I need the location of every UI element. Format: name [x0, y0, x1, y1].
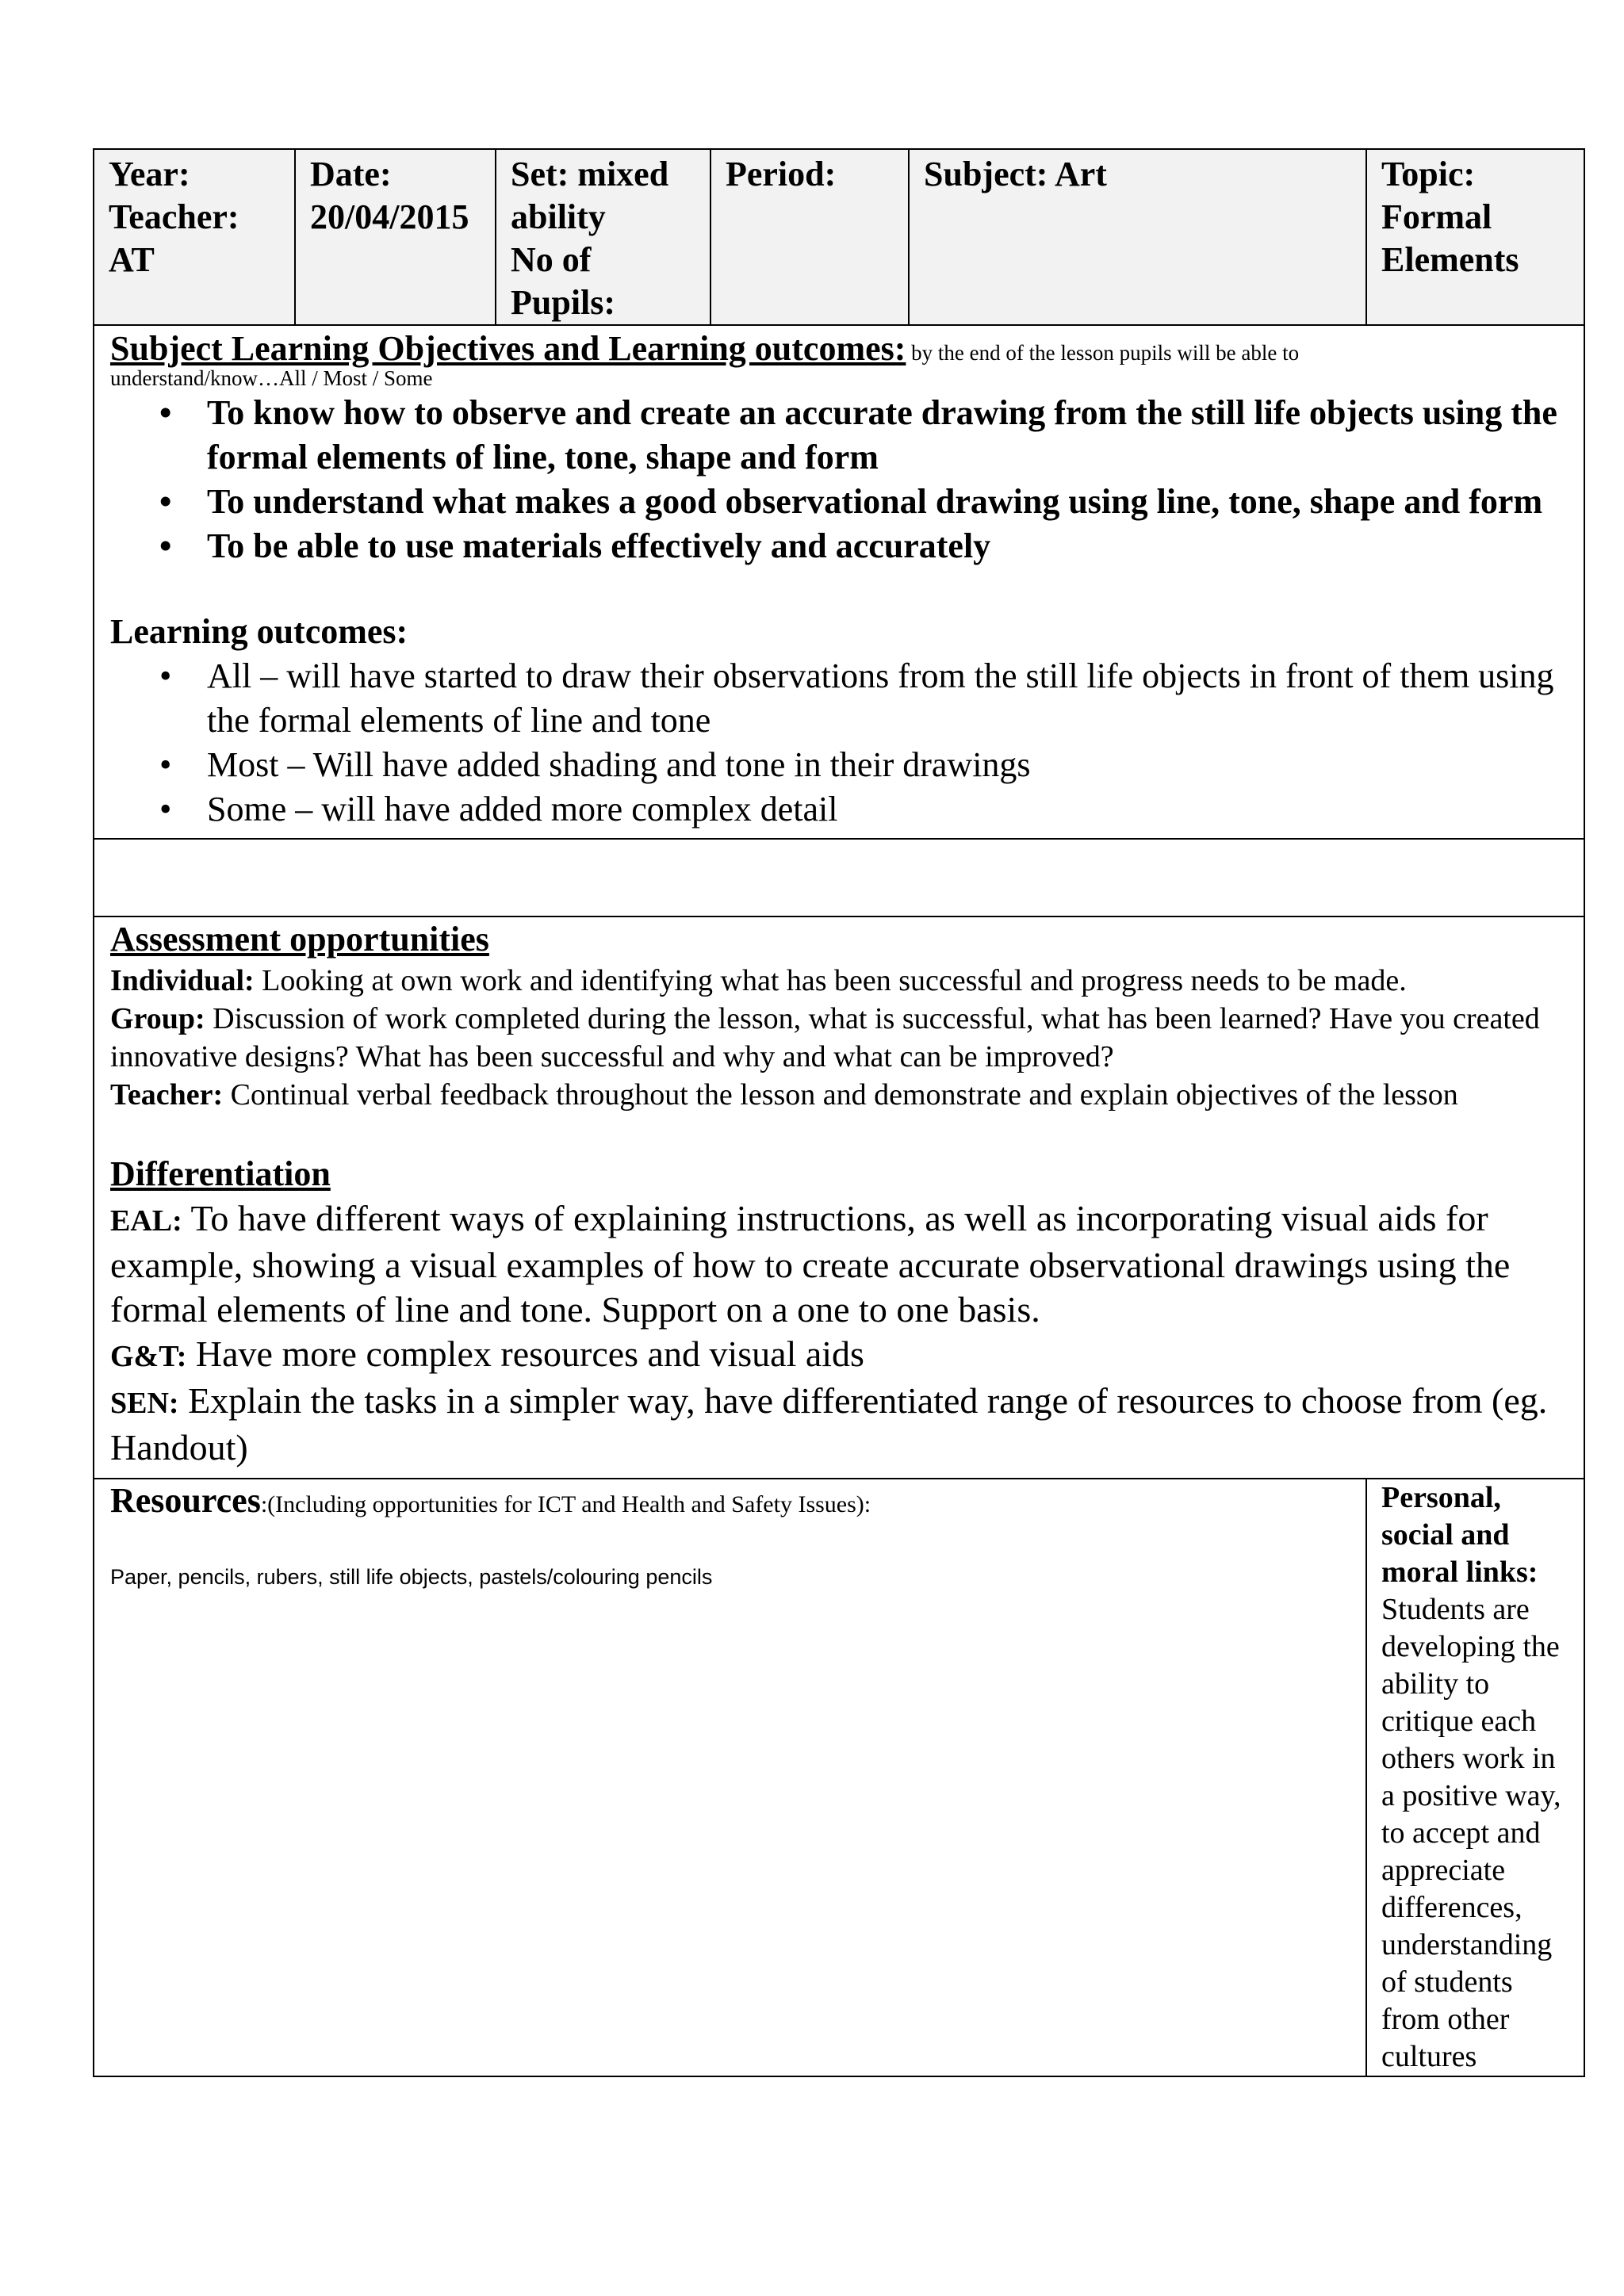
header-row	[94, 149, 1584, 325]
objective-item: • To be able to use materials effectively and accurately	[110, 524, 1568, 568]
objectives-intro-2: understand/know…All / Most / Some	[110, 366, 433, 390]
objectives-intro: by the end of the lesson pupils will be able to	[906, 341, 1300, 365]
teacher-label: Teacher:	[109, 197, 239, 236]
date-cell	[295, 149, 496, 325]
differentiation-gt: G&T: Have more complex resources and visual aids	[110, 1334, 864, 1374]
year-teacher-cell	[94, 149, 295, 325]
objective-item: • To understand what makes a good observational drawing using line, tone, shape and form	[110, 480, 1568, 524]
blank-cell	[94, 839, 1584, 916]
outcome-item: • All – will have started to draw their observations from the still life objects in front of them using the formal elements of line and tone	[110, 654, 1568, 743]
topic-line-1: Topic:	[1381, 155, 1476, 193]
assessment-teacher: Teacher: Continual verbal feedback throughout the lesson and demonstrate and explain objectives of the lesson	[110, 1078, 1458, 1112]
topic-line-3: Elements	[1381, 240, 1519, 279]
objectives-list	[110, 391, 1568, 568]
differentiation-heading: Differentiation	[110, 1154, 331, 1193]
teacher-value: AT	[109, 240, 155, 279]
assessment-row	[94, 916, 1584, 1479]
objectives-cell	[94, 325, 1584, 839]
assessment-group: Group: Discussion of work completed during the lesson, what is successful, what has been learned? Have you created innovative designs? What has been successful and why and what can be improved?	[110, 1002, 1540, 1073]
set-line-1: Set: mixed	[511, 155, 669, 193]
set-line-2: ability	[511, 197, 606, 236]
year-label: Year:	[109, 155, 190, 193]
subject-label: Subject: Art	[924, 155, 1107, 193]
bullet-icon: •	[159, 393, 172, 432]
date-value: 20/04/2015	[310, 197, 469, 236]
blank-row	[94, 839, 1584, 916]
differentiation-sen: SEN: Explain the tasks in a simpler way, have differentiated range of resources to choose from (eg. Handout)	[110, 1380, 1548, 1468]
psm-body: Students are developing the ability to critique each others work in a positive way, to accept and appreciate differences, understanding of students from other cultures	[1381, 1593, 1561, 2073]
lesson-plan-table	[93, 148, 1585, 2077]
psm-heading: Personal, social and moral links:	[1381, 1481, 1538, 1589]
assessment-individual: Individual: Looking at own work and identifying what has been successful and progress needs to be made.	[110, 964, 1407, 997]
objectives-heading: Subject Learning Objectives and Learning outcomes:	[110, 329, 906, 368]
set-cell	[496, 149, 710, 325]
objectives-row	[94, 325, 1584, 839]
outcome-item: • Most – Will have added shading and tone in their drawings	[110, 743, 1568, 787]
psm-cell	[1366, 1479, 1584, 2076]
objective-item: • To know how to observe and create an accurate drawing from the still life objects using the formal elements of line, tone, shape and form	[110, 391, 1568, 480]
bullet-icon: •	[159, 656, 172, 695]
date-label: Date:	[310, 155, 392, 193]
assessment-cell	[94, 916, 1584, 1479]
resources-body: Paper, pencils, rubers, still life objects, pastels/colouring pencils	[110, 1565, 713, 1589]
outcome-item: • Some – will have added more complex detail	[110, 787, 1568, 832]
resources-cell	[94, 1479, 1366, 2076]
set-line-4: Pupils:	[511, 283, 616, 322]
outcomes-list	[110, 654, 1568, 832]
resources-row	[94, 1479, 1584, 2076]
topic-line-2: Formal	[1381, 197, 1492, 236]
bullet-icon: •	[159, 482, 172, 521]
outcomes-heading: Learning outcomes:	[110, 612, 408, 651]
set-line-3: No of	[511, 240, 592, 279]
differentiation-eal: EAL: To have different ways of explaining instructions, as well as incorporating visual aids for example, showing a visual examples of how to create accurate observational drawings using the formal elements of line and tone. Support on a one to one basis.	[110, 1198, 1511, 1330]
assessment-heading: Assessment opportunities	[110, 920, 489, 959]
resources-note: :(Including opportunities for ICT and Health and Safety Issues):	[260, 1491, 871, 1517]
bullet-icon: •	[159, 526, 172, 565]
subject-cell	[909, 149, 1366, 325]
resources-heading: Resources	[110, 1481, 261, 1520]
bullet-icon: •	[159, 790, 172, 828]
topic-cell	[1366, 149, 1584, 325]
period-label: Period:	[726, 155, 837, 193]
bullet-icon: •	[159, 745, 172, 784]
period-cell	[710, 149, 909, 325]
